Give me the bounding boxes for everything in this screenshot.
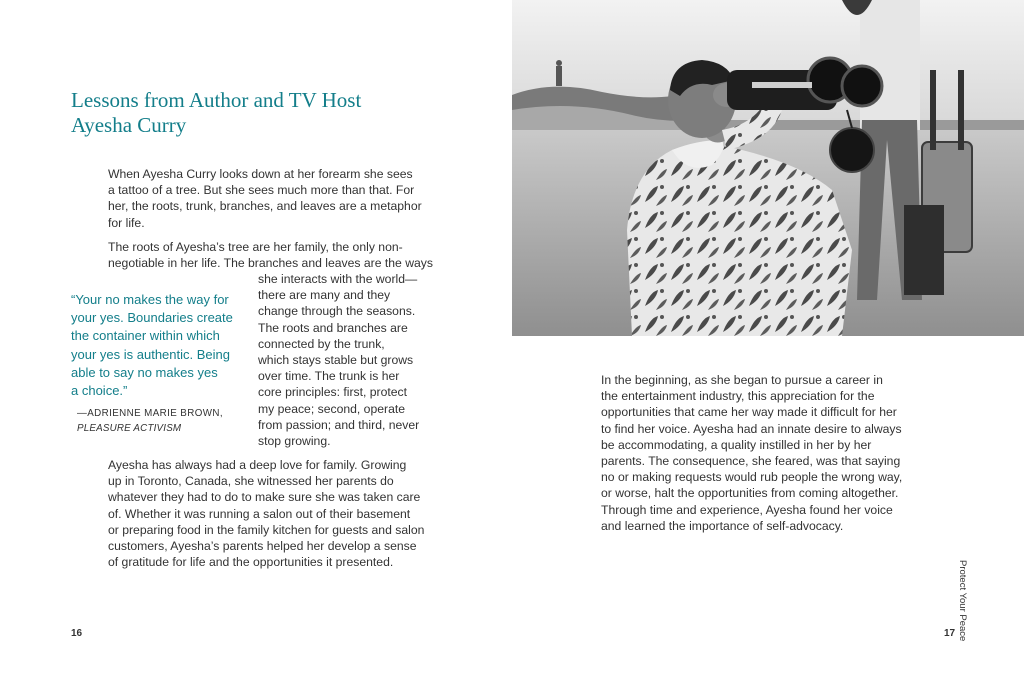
text-line: core principles: first, protect	[258, 385, 408, 400]
text-line: The roots of Ayesha’s tree are her family, the only non-	[108, 240, 403, 254]
text-line: or worse, halt the opportunities from coming altogether.	[601, 486, 899, 501]
text-line: When Ayesha Curry looks down at her forearm she sees	[108, 167, 413, 181]
text-line: my peace; second, operate	[258, 401, 406, 416]
text-line: her, the roots, trunk, branches, and leaves are a metaphor	[108, 199, 422, 214]
title-line: Lessons from Author and TV Host	[71, 88, 362, 112]
text-line: or preparing food in the family kitchen for guests and salon	[108, 522, 425, 537]
text-line: opportunities that came her way made it difficult for her	[601, 405, 897, 420]
text-line: change through the seasons.	[258, 304, 416, 319]
title-line: Ayesha Curry	[71, 113, 187, 137]
text-line: of gratitude for life and the opportunities it presented.	[108, 555, 394, 570]
chapter-title	[71, 88, 431, 138]
running-head	[956, 560, 970, 640]
paragraph-right	[601, 372, 902, 534]
text-line: customers, Ayesha’s parents helped her develop a sense	[108, 539, 417, 554]
text-line: Ayesha has always had a deep love for family. Growing	[108, 458, 407, 472]
quote-line: a choice.”	[71, 383, 128, 399]
page-number-right: 17	[944, 628, 956, 639]
text-line: parents. The consequence, she feared, was that saying	[601, 454, 901, 469]
page-number-left: 16	[71, 628, 83, 639]
right-page	[512, 0, 1024, 675]
quote-attribution	[77, 407, 223, 436]
pull-quote	[71, 291, 251, 400]
text-line: Through time and experience, Ayesha found her voice	[601, 502, 893, 517]
paragraph-3	[108, 457, 424, 570]
text-line: which stays stable but grows	[258, 353, 414, 368]
text-line: up in Toronto, Canada, she witnessed her parents do	[108, 474, 394, 489]
text-line: and learned the importance of self-advocacy.	[601, 518, 844, 533]
quote-line: able to say no makes yes	[71, 364, 218, 380]
paragraph-2	[108, 239, 433, 271]
attribution-author: —ADRIENNE MARIE BROWN,	[77, 408, 223, 419]
photo-illustration	[512, 0, 1024, 336]
quote-line: your yes is authentic. Being	[71, 346, 230, 362]
text-line: no or making requests would rub people the wrong way,	[601, 470, 903, 485]
text-line: whatever they had to do to make sure she was taken care	[108, 490, 421, 505]
photo-woman-with-binoculars	[512, 0, 1024, 336]
paragraph-2-column	[258, 271, 419, 449]
text-line: be accommodating, a quality instilled in her by her	[601, 437, 872, 452]
text-line: there are many and they	[258, 288, 391, 303]
attribution-source: PLEASURE ACTIVISM	[77, 422, 182, 434]
text-line: The roots and branches are	[258, 320, 408, 335]
text-line: stop growing.	[258, 434, 331, 449]
text-line: In the beginning, as she began to pursue a career in	[601, 373, 883, 387]
text-line: negotiable in her life. The branches and leaves are the ways	[108, 256, 433, 271]
text-line: the entertainment industry, this appreciation for the	[601, 389, 875, 404]
quote-line: “Your no makes the way for	[71, 292, 229, 307]
text-line: a tattoo of a tree. But she sees much more than that. For	[108, 183, 415, 198]
text-line: connected by the trunk,	[258, 336, 385, 351]
paragraph-1	[108, 166, 422, 231]
running-head-text: Protect Your Peace	[957, 560, 968, 642]
quote-line: your yes. Boundaries create	[71, 310, 233, 326]
text-line: from passion; and third, never	[258, 417, 420, 432]
text-line: she interacts with the world—	[258, 272, 418, 286]
text-line: over time. The trunk is her	[258, 369, 400, 384]
text-line: of. Whether it was running a salon out of their basement	[108, 506, 411, 521]
quote-line: the container within which	[71, 328, 220, 344]
text-line: to find her voice. Ayesha had an innate desire to always	[601, 421, 902, 436]
text-line: for life.	[108, 215, 145, 230]
